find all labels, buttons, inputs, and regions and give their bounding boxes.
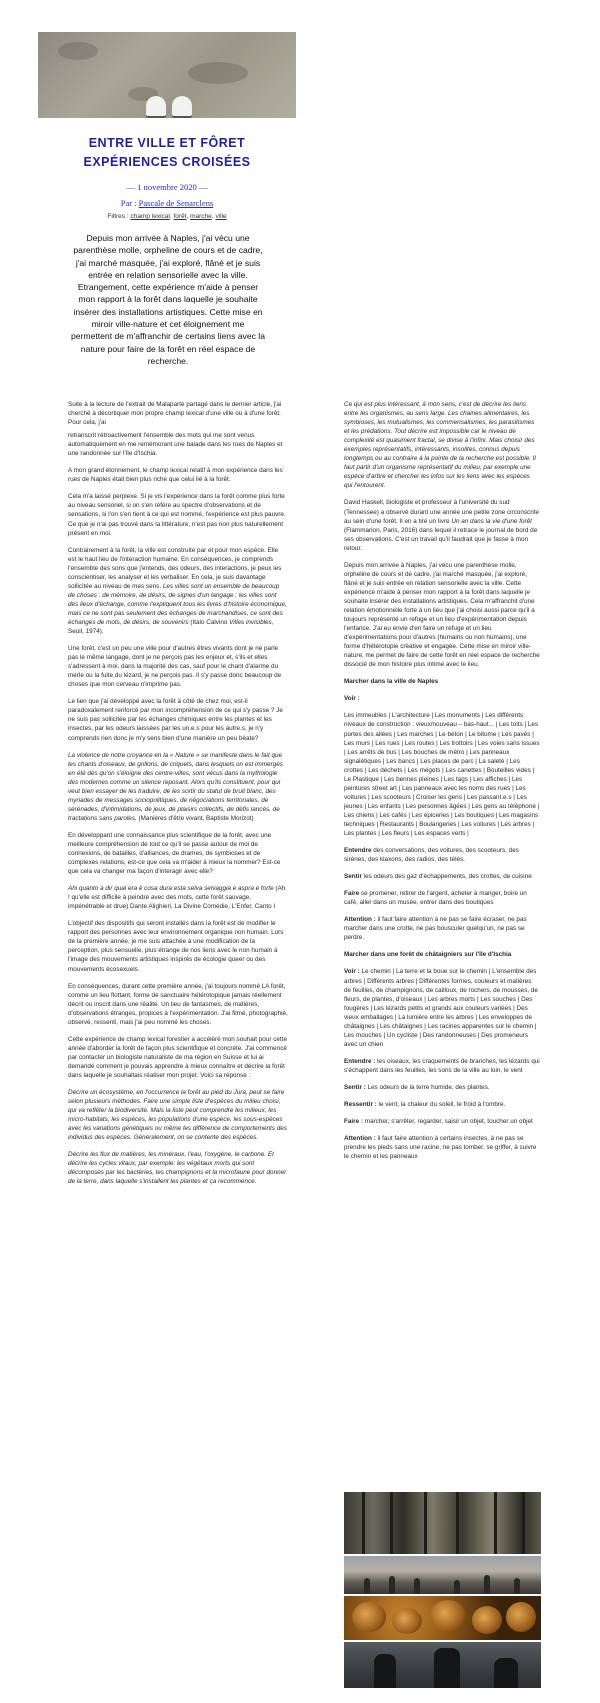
hero-image (38, 32, 296, 118)
byline-prefix: Par : (120, 198, 139, 208)
person-silhouette (434, 1648, 460, 1688)
pedestrian (454, 1580, 460, 1594)
person-silhouette (494, 1658, 518, 1688)
paragraph: En conséquences, durant cette première année, j'ai toujours nommé LA forêt, comme un lieu flottant, forme de sanctuaire hétérotopique jamais réellement décrit ou inscrit dans une réalité. Un lieu de fantasmes, de matières, d'observations étranges, propices à l'expérimentation. J'ai filmé, photographié, observé, ressenti, mais j'ai peu nommé les choses. (68, 982, 288, 1026)
filter-tag-marche[interactable]: marche (190, 213, 212, 220)
pedestrian (389, 1576, 395, 1594)
paragraph: Sentir les odeurs des gaz d'échappements, des crottes, de cuisine (344, 873, 532, 881)
paragraph: Attention : il faut faire attention à ne pas se faire écraser, ne pas marcher dans une crotte, ne pas bousculer quelqu'un, ne pas se perdre. (344, 916, 527, 942)
paragraph: En développant une connaissance plus scientifique de la forêt, avec une meilleure compréhension de tout ce qu'il se passe autour de moi de connexions, de batailles, d'alliances, de drames, de symbioses et de complexes relations, est-ce que cela va m'aider à mieux la nommer? Est-ce que cela va changer ma façon d'interagir avec elle? (68, 831, 281, 876)
paragraph: Ressentir : le vent, la chaleur du soleil, le froid à l'ombre. (344, 1101, 506, 1109)
paragraph: retranscrit rétroactivement l'ensemble des mots qui me sont venus automatiquement en me remémorant une balade dans les rues de Naples et une randonnée sur l'île d'Ischia. (68, 432, 283, 458)
person-silhouette (374, 1654, 396, 1688)
shoe-right (172, 96, 192, 118)
byline (38, 198, 296, 208)
quote: Ahi quanto a dir qual era è cosa dura esta selva selvaggia e aspra e forte (Ah ! qu'elle est difficile à peindre avec des mots, cette forêt sauvage, impénétrable et drue) Dante Alighieri, La Divine Comédie, L'Enfer, Canto I (68, 885, 286, 911)
paragraph: Suite à la lecture de l'extrait de Malaparte partagé dans le dernier article, j'ai cherché à décortiquer mon propre champ lexical d'une ville ou à d'une forêt. Pour cela, j'ai (68, 401, 282, 427)
pedestrian (364, 1578, 370, 1594)
shoe-left (146, 96, 166, 118)
tree-trunk (494, 1492, 497, 1554)
right-column (344, 400, 540, 1169)
chestnut (472, 1606, 502, 1634)
paragraph: L'objectif des dispositifs qui seront installés dans la forêt est de modifier le rapport des personnes avec leur environnement organique non humain. Lors de la première année, je me suis attachée à une modification de la perception, plus sensuelle, plus étrange de nos liens avec le non humain à l'image des mouvements artistiques inspirés de écologie queer ou des mouvements écosexuels. (68, 920, 284, 973)
paragraph: Le lien que j'ai développé avec la forêt à côté de chez moi, est-il paradoxalement renforcé par mon incompréhension de ce qui s'y passe ? Je ne suis pas sollicitée par les échanges chimiques entre les plantes et les insectes, par les odeurs laissées par les un.e.s pour les autre.s, je n'y comprends rien donc je m'y sens bien d'une manière un peu béate? (68, 698, 283, 742)
paragraph: Contrairement à la forêt, la ville est construite par et pour mon espèce. Elle est le haut lieu de l'interaction humaine. En conséquences, je comprends l'ensemble des sons que j'entends, des odeurs, des interactions, je peux les conscientiser, les analyser et les verbaliser. En cela, je suis davantage sollicitée au niveau de mes sens. Les villes sont un ensemble de beaucoup de choses : de mémoire, de désirs, de signes d'un langage ; les villes sont des lieux d'échange, comme l'expliquent tous les livres d'histoire économique, mais ce ne sont pas seulement des échanges de marchandises, ce sont des échanges de mots, de désirs, de souvenirs (Italo Calvino Villes invisibles, Seuil, 1974). (68, 546, 287, 636)
article-date: — 1 novembre 2020 — (126, 182, 208, 192)
paragraph: Faire : marcher, s'arrêter, regarder, saisir un objet, toucher un objet (344, 1118, 533, 1126)
article-title-line2: EXPÉRIENCES CROISÉES (83, 155, 251, 169)
photo-people (344, 1642, 541, 1688)
article-intro: Depuis mon arrivée à Naples, j'ai vécu une parenthèse molle, orpheline de cours et de cadre, j'ai marché masquée, j'ai exploré, flâné et je suis entrée en relation sensorielle avec la ville. Etrangement, cette expérience m'aide à penser mon rapport à la forêt dans laquelle je souhaite insérer des installations artistiques. Cette mise en miroir ville-nature et cet éloignement me permettent de m'affranchir de certains liens avec la nature pour faire de la forêt en réel espace de recherche. (71, 233, 265, 366)
paragraph: Cette expérience de champ lexical forestier a accéléré mon souhait pour cette année d'aborder la forêt de façon plus scientifique et concrète. J'ai commencé par contacter un biologiste naturaliste de ma région en Suisse et lui ai demandé comment je pouvais apprendre à mieux connaître et décrire la forêt dans laquelle je souhaitais réaliser mon projet. Voici sa réponse : (68, 1035, 287, 1079)
paragraph: A mon grand étonnement, le champ lexical relatif à mon expérience dans les rues de Naples était bien plus riche que celui lié à la forêt. (68, 467, 283, 484)
paragraph: Depuis mon arrivée à Naples, j'ai vécu une parenthèse molle, orpheline de cours et de cadre, j'ai marché masquée, j'ai exploré, flâné et je suis entrée en relation sensorielle avec la ville. Cette expérience m'aide à penser mon rapport à la forêt dans laquelle je souhaite insérer des installations artistiques. Cela m'affranchit d'une relation émotionnelle forte à un lieu que j'ai choisi aussi parce qu'il a toujours représenté un refuge et un lieu d'expérimentation depuis l'enfance. J'ai eu envie d'en faire un refuge et un lieu d'expérimentations pour d'autres (humains ou non humains), une forme d'hétérotopie créative et engagée. Cette mise en miroir ville-nature, me permet de faire de cette forêt en réel espace de recherche dissocié de mon histoire plus intime avec le lieu. (344, 561, 540, 669)
photo-chestnuts (344, 1596, 541, 1640)
paragraph: Une forêt, c'est un peu une ville pour d'autres êtres vivants dont je ne parle pas le même langage, dont je ne perçois pas les enjeux et, s'ils et elles s'adressent à moi, dans la majorité des cas, sauf pour le chant d'alarme du merle ou la fuite du lézard, je ne perçois pas. Il s'y passe donc beaucoup de choses que mon cerveau n'imprime pas. (68, 645, 282, 689)
paragraph: Attention : il faut faire attention à certains insectes, à ne pas se prendre les pieds sans une racine, ne pas tomber, se griffer, à suivre le chemin et les panneaux (344, 1135, 537, 1161)
paragraph: David Haskell, biologiste et professeur à l'université du sud (Tennessee) a observé durant une année une petite zone circonscrite au sein d'une forêt. Il en a tiré un livre Un an dans la vie d'une forêt (Flammarion, Paris, 2016) dans lequel il retrace le journal de bord de ses observations. C'est un travail qu'il faudrait que je fasse à mon retour. (344, 499, 540, 552)
left-column (68, 400, 288, 1195)
chestnut (392, 1608, 422, 1634)
photo-city-street (344, 1556, 541, 1594)
filters: Filtres : champ lexical, forêt, marche, ville (107, 213, 227, 220)
chestnut (352, 1602, 386, 1632)
quote: Ce qui est plus intéressant, à mon sens, c'est de décrire les liens entre les organismes, au sens large. Les chaines alimentaires, les symbioses, les mutualismes, les commensalismes, les parasitismes et les prédations. Tout décrire est impossible car le niveau de complexité est quasiment fractal, se divise à l'infini. Mais choisir des exemples représentatifs, intéressants, insolites, connus depuis longtemps ou au contraire à la pointe de la recherche est possible. Il faut partir d'un organisme représentatif du milieu, par exemple une espèce d'arbre et chercher les infos sur les liens avec les espèces qui l'entourent. (344, 401, 536, 490)
tree-trunk (456, 1492, 459, 1554)
tree-trunk (362, 1492, 365, 1554)
filter-tag-ville[interactable]: ville (215, 213, 227, 220)
paragraph: Sentir : Les odeurs de la terre humide, des plantes. (344, 1084, 490, 1091)
section-heading: Marcher dans une forêt de châtaigniers sur l'île d'Ischia (344, 951, 512, 959)
author-link[interactable]: Pascale de Senarclens (138, 198, 214, 208)
filter-tag-foret[interactable]: forêt (173, 213, 187, 220)
paragraph: Faire se promener, retirer de l'argent, acheter à manger, boire un café, aller dans un musée, entrer dans des boutiques (344, 890, 527, 907)
pedestrian (514, 1578, 520, 1594)
quote: La violence de notre croyance en la « Nature » se manifeste dans le fait que les chants d'oiseaux, de grillons, de criquets, dans lesquels on est immergés en été dès qu'on s'éloigne des centre-villes, sont vécus dans la mythologie des modernes comme un silence reposant. Alors qu'ils constituent, pour qui veut bien essayer de les traduire, de les sortir du statut de bruit blanc, des myriades de messages sociopolitiques, de négociations territoriales, de sérénades, d'intimidations, de jeux, de plaisirs collectifs, de défis lancés, de tractations sans paroles. (Manières d'être vivant, Baptiste Morizot) (68, 751, 283, 822)
quote: Décrire les flux de matières, les minéraux, l'eau, l'oxygène, le carbone. Et décrire les cycles vitaux, par exemple: les végétaux morts qui sont décomposés par les bactéries, les champignons et la microfaune pour donner de la terre, dans laquelle s'installent les plantes et ça recommence. (68, 1151, 287, 1186)
paragraph: Entendre des conversations, des voitures, des scooteurs, des sirènes, des klaxons, des radios, des télés. (344, 847, 519, 864)
stone-texture (188, 62, 248, 84)
tree-trunk (522, 1492, 525, 1554)
tree-trunk (424, 1492, 427, 1554)
filters-label: Filtres : (107, 213, 131, 220)
chestnut (506, 1602, 536, 1632)
chestnut (430, 1600, 466, 1632)
article-title-line1: ENTRE VILLE ET FÔRET (88, 136, 246, 150)
photo-forest (344, 1492, 541, 1554)
pedestrian (484, 1575, 490, 1594)
voir-list: Les immeubles | L'architecture | Les monuments | Les différents niveaux de construction : vieux/nouveau – bas-haut... | Les toits | Les portes des allées | Les marches | Le béton | Le bitume | Les pavés | Les murs | Les rues | Les routes | Les trottoirs | Les voies sans issues | Les arrêts de bus | Les bouches de métro | Les panneaux signalétiques | Les bancs | Les places de parc | La saleté | Les crottes | Les déchets | Les mégots | Les canettes | Bouteilles vides | Le Plastique | Les bennes pleines | Les tags | Les affiches | Les peintures street art | Les panneaux avec les noms des rues | Les voitures | Les scooteurs | Croiser les gens | Les passant.e.s | Les jeunes | Les enfants | Les personnes âgées | Les gens au téléphone | Les chiens | Les cafés | Les épiceries | Les boutiques | Les magasins techniques | Restaurants | Boulangeries | Les voitures | Les arbres | Les plantes | Les fleurs | Les espaces verts | (344, 712, 540, 838)
paragraph: Entendre : les oiseaux, les craquements de branches, les lézards qui s'échappent dans les feuilles, les sons de la ville au loin, le vent (344, 1057, 540, 1074)
filter-tag-champ-lexical[interactable]: champ lexical (130, 213, 170, 220)
stone-texture (58, 42, 98, 60)
paragraph: Cela m'a laissé perplexe. Si je vis l'expérience dans la forêt comme plus forte au niveau sensoriel, si on s'en réfère au spectre d'observations et de sensations, si l'on s'en tient à ce qui est nommé, l'expérience est plus pauvre. Ce que je n'ai pas trouvé dans la littérature, n'est pas non plus naturellement présent en moi. (68, 493, 286, 537)
paragraph: Voir : Le chemin | La terre et la boue sur le chemin | L'ensemble des arbres | Différents arbres | Différentes formes, couleurs et matières de feuilles, de champignons, de cailloux, de rochers, de mousses, de fleurs, de plantes, d'oiseaux | Les arbres morts | Les souches | Des fougères | Les lézards petits et grands aux couleurs variées | Des vieux emballages | La lumière entre les arbres | Les enveloppes de châtaignes | Les châtaignes | Les racines apparentes sur le chemin | Les mouches | Un cycliste | Des randonneuses | Des promeneurs avec un chien (344, 968, 538, 1048)
voir-label: Voir : (344, 695, 360, 703)
tree-trunk (390, 1492, 393, 1554)
section-heading: Marcher dans la ville de Naples (344, 678, 439, 686)
quote: Décrire un écosystème, en l'occurrence la forêt au pied du Jura, peut se faire selon plusieurs méthodes. Faire une simple liste d'espèces du milieu choisi, qui va refléter la biodiversité. Mais la liste peut comprendre les milieux, les micro-habitats, les espèces, les populations d'une espèce, les sous-espèces avec les variations génétiques ou même les différence de comportements des individus des espèces. Généralement, on se contente des espèces. (68, 1089, 287, 1142)
pedestrian (414, 1578, 420, 1594)
